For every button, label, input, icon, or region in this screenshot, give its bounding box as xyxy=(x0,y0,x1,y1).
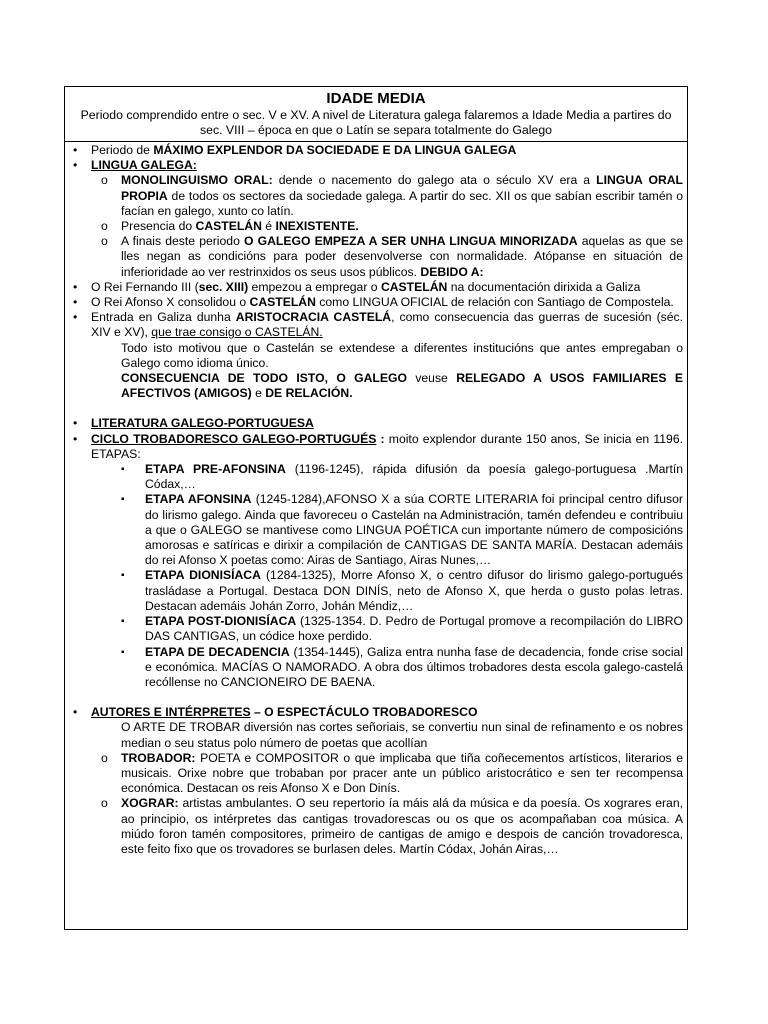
list-item xyxy=(71,280,683,295)
bullet-dot-icon: • xyxy=(73,416,78,431)
bullet-dot-icon: • xyxy=(73,310,78,325)
list-item xyxy=(71,705,683,720)
document-body xyxy=(65,142,687,857)
list-item-text: ETAPA DE DECADENCIA (1354-1445), Galiza entra nunha fase de decadencia, fonde crise social e económica. MACÍAS O NAMORADO. A obra dos últimos trobadores desta escola galego-castelá recóllense no CANCIONEIRO DE BAENA. xyxy=(145,644,684,689)
list-item-text: ETAPA AFONSINA (1245-1284),AFONSO X a súa CORTE LITERARIA foi principal centro difusor do lirismo galego. Ainda que favoreceu o Castelán na Administración, tamén defendeu e contribuiu a que o GALEGO se mantivese como LINGUA POÉTICA cun importante número de composicións amorosas e satíricas e dirixir a compilación de CANTIGAS DE SANTA MARÍA. Destacan ademáis do rei Afonso X poetas como: Airas de Santiago, Airas Nunes,… xyxy=(145,492,683,568)
bullet-circle-icon: o xyxy=(101,173,108,188)
bullet-square-icon: ▪ xyxy=(121,646,125,658)
bullet-dot-icon: • xyxy=(73,431,78,446)
list-item xyxy=(71,462,683,492)
list-item xyxy=(71,720,683,750)
list-item-text: XOGRAR: artistas ambulantes. O seu repertorio ía máis alá da música e da poesía. Os xograres eran, ao principio, os intérpretes das cantigas trovadorescas ou os que os acompañaban coa música. A miúdo foron tamén compositores, primeiro de cantigas de amigo e despois de canción trovadoresca, este feito fixo que os trovadores se burlasen deles. Martín Códax, Johán Airas,… xyxy=(121,796,683,856)
list-item xyxy=(71,492,683,568)
list-item-text: Presencia do CASTELÁN é INEXISTENTE. xyxy=(121,219,359,234)
list-item xyxy=(71,796,683,857)
list-item-text: LITERATURA GALEGO-PORTUGUESA xyxy=(91,416,314,431)
bullet-dot-icon: • xyxy=(73,143,78,157)
list-item-text: LINGUA GALEGA: xyxy=(91,158,197,173)
bullet-circle-icon: o xyxy=(101,219,108,234)
blank-line xyxy=(71,401,683,416)
list-item-text: TROBADOR: POETA e COMPOSITOR o que implicaba que tiña coñecementos artísticos, literarios e musicais. Orixe nobre que trobaban por pracer ante un público aristocrático e sen ter recompensa económica. Destacan os reis Afonso X e Don Dinís. xyxy=(121,750,683,796)
list-item xyxy=(71,416,683,431)
list-item xyxy=(71,432,683,462)
list-item xyxy=(71,310,683,340)
bullet-square-icon: ▪ xyxy=(121,616,125,628)
list-item-text: MONOLINGUISMO ORAL: dende o nacemento do galego ata o século XV era a LINGUA ORAL PROPIA de todos os sectores da sociedade galega. A partir do sec. XII os que sabían escribir tamén o facían en galego, xunto co latín. xyxy=(121,173,683,218)
bullet-dot-icon: • xyxy=(73,705,78,720)
list-item xyxy=(71,219,683,234)
list-item-text: O Rei Fernando III (sec. XIII) empezou a empregar o CASTELÁN na documentación dirixida a Galiza xyxy=(91,279,641,294)
list-item xyxy=(71,568,683,614)
document-header xyxy=(65,87,687,142)
list-item-text: AUTORES E INTÉRPRETES – O ESPECTÁCULO TROBADORESCO xyxy=(91,705,478,720)
list-item xyxy=(71,645,683,691)
list-item xyxy=(71,173,683,219)
bullet-square-icon: ▪ xyxy=(121,570,125,582)
list-item-text: Todo isto motivou que o Castelán se extendese a diferentes institucións que antes empregaban o Galego como idioma único. CONSECUENCIA DE TODO ISTO, O GALEGO veuse RELEGADO A USOS FAMILIARES E AFECTIVOS (AMIGOS) e DE RELACIÓN. xyxy=(121,340,684,401)
bullet-circle-icon: o xyxy=(101,796,108,811)
list-item xyxy=(71,751,683,797)
blank-line xyxy=(71,690,683,705)
list-item-text: ETAPA PRE-AFONSINA (1196-1245), rápida difusión da poesía galego-portuguesa .Martín Códax,… xyxy=(145,462,683,492)
list-item xyxy=(71,158,683,173)
document-title: IDADE MEDIA xyxy=(326,90,426,107)
bullet-square-icon: ▪ xyxy=(121,494,125,506)
bullet-square-icon: ▪ xyxy=(121,464,125,476)
list-item-text: O ARTE DE TROBAR diversión nas cortes señoriais, se convertiu nun sinal de refinamento e os nobres median o seu status polo número de poetas que acollían xyxy=(121,720,683,750)
bullet-circle-icon: o xyxy=(101,750,108,765)
bullet-dot-icon: • xyxy=(73,158,78,173)
document-subtitle: Periodo comprendido entre o sec. V e XV. A nivel de Literatura galega falaremos a Idade Media a partires do sec. VIII – época en que o Latín se separa totalmente do Galego xyxy=(80,108,672,137)
list-item-text: ETAPA POST-DIONISÍACA (1325-1354. D. Pedro de Portugal promove a recompilación do LIBRO DAS CANTIGAS, un códice hoxe perdido. xyxy=(145,614,683,644)
list-item-text: Entrada en Galiza dunha ARISTOCRACIA CASTELÁ, como consecuencia das guerras de sucesión (séc. XIV e XV), que trae consigo o CASTELÁN. xyxy=(91,310,684,340)
list-item xyxy=(71,234,683,280)
list-item xyxy=(71,295,683,310)
list-item-text: Periodo de MÁXIMO EXPLENDOR DA SOCIEDADE E DA LINGUA GALEGA xyxy=(91,143,517,157)
list-item-text: CICLO TROBADORESCO GALEGO-PORTUGUÉS : moito explendor durante 150 anos, Se inicia en 1196. ETAPAS: xyxy=(91,431,683,461)
list-item-text: A finais deste periodo O GALEGO EMPEZA A SER UNHA LINGUA MINORIZADA aquelas as que se lles negan as condicións para poder desenvolverse con normalidade. Atópanse en situación de inferioridade ao ver restrinxidos os seus usos públicos. DEBIDO A: xyxy=(121,234,683,279)
list-item xyxy=(71,614,683,644)
bullet-dot-icon: • xyxy=(73,295,78,310)
list-item xyxy=(71,143,683,158)
list-item xyxy=(71,341,683,402)
bullet-dot-icon: • xyxy=(73,279,78,294)
list-item-text: ETAPA DIONISÍACA (1284-1325), Morre Afonso X, o centro difusor do lirismo galego-portugués trasládase a Portugal. Destaca DON DINÍS, neto de Afonso X, que herda o gusto polas letras. Destacan ademáis Johán Zorro, Johán Méndiz,… xyxy=(145,568,683,613)
list-item-text: O Rei Afonso X consolidou o CASTELÁN como LINGUA OFICIAL de relación con Santiago de Compostela. xyxy=(91,295,674,310)
document-frame xyxy=(64,86,688,930)
bullet-circle-icon: o xyxy=(101,234,108,249)
